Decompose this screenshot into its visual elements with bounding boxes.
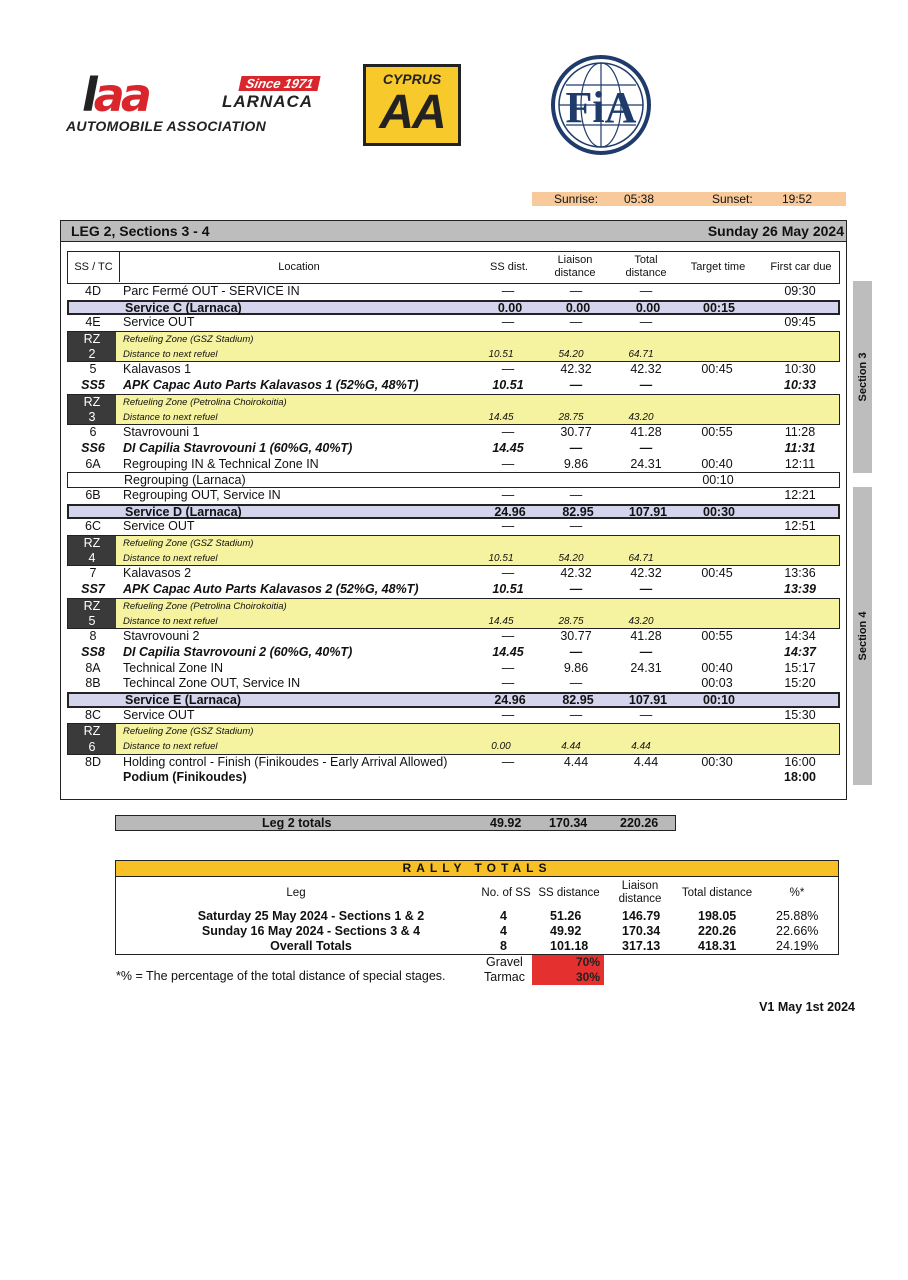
row-first-car: 14:37 (784, 644, 816, 659)
row-ss-dist: — (501, 519, 515, 534)
row-liaison: 30.77 (560, 425, 592, 440)
row-first-car: 10:30 (784, 362, 816, 377)
rally-col-pct: %* (789, 887, 805, 899)
row-code: 4E (85, 315, 101, 330)
row-code: SS5 (81, 378, 105, 393)
row-total: — (639, 315, 653, 330)
col-first-car: First car due (770, 261, 832, 273)
row-target-time: 00:45 (701, 566, 733, 581)
row-code: SS6 (81, 440, 105, 455)
row-ss-dist: — (501, 676, 515, 691)
itinerary-row (67, 284, 840, 300)
row-liaison: — (569, 487, 583, 502)
row-liaison: 4.44 (563, 754, 589, 769)
row-location: Kalavasos 2 (123, 566, 192, 581)
refuel-zone-code (68, 332, 116, 361)
row-total: 42.32 (630, 362, 662, 377)
refuel-zone-number: 6 (88, 739, 96, 754)
row-ss-dist: — (501, 425, 515, 440)
row-location: DI Capilia Stavrovouni 2 (60%G, 40%T) (123, 644, 353, 659)
refuel-liaison: 28.75 (558, 411, 584, 423)
row-total: 41.28 (630, 629, 662, 644)
refuel-zone-code (68, 599, 116, 628)
rally-row-leg: Overall Totals (270, 939, 352, 953)
refuel-zone-row (67, 394, 840, 425)
rally-row-ss-dist: 49.92 (550, 924, 582, 938)
row-first-car: 11:28 (784, 425, 816, 440)
rally-row-leg: Sunday 16 May 2024 - Sections 3 & 4 (201, 924, 421, 938)
refuel-zone-tag: RZ (83, 394, 101, 409)
row-target-time: 00:10 (703, 692, 735, 707)
row-location: APK Capac Auto Parts Kalavasos 2 (52%G, 48%T) (123, 582, 419, 597)
leg-totals-total: 220.26 (620, 816, 659, 830)
row-ss-dist: — (501, 487, 515, 502)
row-location: Stavrovouni 2 (123, 629, 200, 644)
row-liaison: 0.00 (565, 300, 591, 315)
row-ss-dist: — (501, 284, 515, 298)
fia-logo-text: FiA (565, 83, 637, 132)
sunset-time: 19:52 (782, 192, 813, 206)
laa-mark-text: laa (82, 68, 148, 122)
leg-totals-label: Leg 2 totals (262, 816, 332, 830)
refuel-zone-row (67, 535, 840, 566)
row-first-car: 13:39 (784, 582, 816, 597)
row-location: Service C (Larnaca) (125, 300, 242, 315)
row-ss-dist: — (501, 315, 515, 330)
rally-row-liaison: 170.34 (622, 924, 661, 938)
row-first-car: 14:34 (784, 629, 816, 644)
special-stage-row (67, 378, 840, 394)
row-first-car: 12:51 (784, 519, 816, 534)
section-4-tab (853, 487, 872, 785)
row-first-car: 18:00 (784, 770, 816, 785)
row-location: Service OUT (123, 315, 195, 330)
leg-date: Sunday 26 May 2024 (707, 223, 844, 239)
row-total: — (639, 582, 653, 597)
rally-row-ss-dist: 101.18 (550, 939, 589, 953)
row-location: Techincal Zone OUT, Service IN (123, 676, 301, 691)
refuel-ss-dist: 10.51 (488, 349, 514, 361)
row-code: 6B (85, 487, 101, 502)
special-stage-row (67, 582, 840, 598)
leg-schedule (60, 220, 847, 800)
refuel-zone-name: Refueling Zone (Petrolina Choirokoitia) (123, 600, 287, 612)
rally-col-total: Total distance (681, 887, 753, 899)
row-ss-dist: 24.96 (494, 692, 526, 707)
row-location: Technical Zone IN (123, 660, 224, 675)
refuel-liaison: 4.44 (561, 741, 581, 753)
special-stage-row (67, 441, 840, 457)
refuel-liaison: 28.75 (558, 615, 584, 627)
row-liaison: 9.86 (563, 660, 589, 675)
leg-totals-liaison: 170.34 (549, 816, 588, 830)
row-first-car: 16:00 (784, 754, 816, 769)
row-code: SS8 (81, 644, 105, 659)
row-location: DI Capilia Stavrovouni 1 (60%G, 40%T) (123, 440, 353, 455)
row-code: 4D (85, 284, 101, 298)
aa-big-text: AA (379, 86, 445, 139)
rally-row-total: 198.05 (698, 909, 737, 923)
row-code: 8D (85, 754, 101, 769)
row-liaison: 82.95 (562, 692, 594, 707)
row-liaison: 30.77 (560, 629, 592, 644)
row-ss-dist: 14.45 (492, 644, 524, 659)
itinerary-table (67, 251, 840, 786)
row-code: 8C (85, 707, 101, 722)
row-location: Stavrovouni 1 (123, 425, 200, 440)
row-target-time: 00:40 (701, 456, 733, 471)
row-ss-dist: — (501, 456, 515, 471)
rally-row-liaison: 146.79 (622, 909, 661, 923)
rally-row-leg: Saturday 25 May 2024 - Sections 1 & 2 (197, 909, 425, 923)
row-liaison: — (569, 644, 583, 659)
refuel-zone-code (68, 536, 116, 565)
row-target-time: 00:55 (701, 425, 733, 440)
row-ss-dist: — (501, 629, 515, 644)
refuel-distance-label: Distance to next refuel (123, 741, 218, 753)
itinerary-row (67, 676, 840, 692)
refuel-total: 43.20 (628, 615, 654, 627)
row-target-time: 00:40 (701, 660, 733, 675)
refuel-liaison: 54.20 (558, 553, 584, 565)
row-code: 6 (89, 425, 97, 440)
refuel-total: 4.44 (631, 741, 651, 753)
row-first-car: 12:11 (784, 456, 816, 471)
row-location: Regrouping (Larnaca) (124, 473, 246, 488)
rally-totals-title: RALLY TOTALS (116, 861, 838, 877)
itinerary-row (67, 457, 840, 473)
row-liaison: — (569, 707, 583, 722)
row-liaison: — (569, 378, 583, 393)
row-ss-dist: — (501, 566, 515, 581)
refuel-zone-number: 5 (88, 614, 96, 628)
row-code: 6C (85, 519, 101, 534)
row-target-time: 00:30 (701, 754, 733, 769)
row-ss-dist: 10.51 (492, 582, 524, 597)
row-first-car: 09:45 (784, 315, 816, 330)
row-first-car: 13:36 (784, 566, 816, 581)
refuel-ss-dist: 14.45 (488, 411, 514, 423)
leg-header (61, 221, 846, 242)
row-ss-dist: — (501, 754, 515, 769)
row-target-time: 00:15 (703, 300, 735, 315)
row-liaison: — (569, 284, 583, 298)
refuel-liaison: 54.20 (558, 349, 584, 361)
refuel-ss-dist: 14.45 (488, 615, 514, 627)
rally-col-no-ss: No. of SS (481, 887, 531, 899)
row-liaison: 82.95 (562, 504, 594, 519)
row-first-car: 10:33 (784, 378, 816, 393)
gravel-pct: 70% (532, 955, 604, 970)
col-ss-dist: SS dist. (490, 261, 528, 273)
col-liaison: Liaison distance (554, 254, 596, 279)
refuel-zone-name: Refueling Zone (GSZ Stadium) (123, 726, 254, 738)
col-total: Total distance (625, 254, 667, 279)
itinerary-rows (67, 284, 840, 786)
row-code: 7 (89, 566, 97, 581)
rally-row-total: 418.31 (698, 939, 737, 953)
refuel-total: 43.20 (628, 411, 654, 423)
fia-logo (526, 54, 676, 156)
row-location: Service OUT (123, 519, 195, 534)
refuel-zone-name: Refueling Zone (GSZ Stadium) (123, 334, 254, 346)
row-total: 24.31 (630, 456, 662, 471)
refuel-ss-dist: 10.51 (488, 553, 514, 565)
refuel-zone-row (67, 331, 840, 362)
row-ss-dist: 0.00 (497, 300, 523, 315)
refuel-zone-number: 4 (88, 551, 96, 566)
row-total: — (639, 644, 653, 659)
row-total: 41.28 (630, 425, 662, 440)
row-liaison: 9.86 (563, 456, 589, 471)
row-liaison: — (569, 676, 583, 691)
row-liaison: — (569, 519, 583, 534)
row-location: Podium (Finikoudes) (123, 770, 247, 785)
row-code: 8A (85, 660, 101, 675)
row-location: Parc Fermé OUT - SERVICE IN (123, 284, 300, 298)
refuel-zone-number: 2 (88, 347, 96, 362)
refuel-zone-code (68, 724, 116, 753)
row-target-time: 00:10 (702, 473, 734, 488)
row-location: Service OUT (123, 707, 195, 722)
rally-col-ss-dist: SS distance (538, 887, 600, 899)
laa-mark (82, 68, 148, 122)
service-row (67, 504, 840, 520)
rally-row-no-ss: 4 (500, 924, 507, 938)
leg-title: LEG 2, Sections 3 - 4 (71, 223, 210, 239)
row-target-time: 00:55 (701, 629, 733, 644)
row-location: Regrouping OUT, Service IN (123, 487, 281, 502)
row-first-car: 15:30 (784, 707, 816, 722)
col-target: Target time (690, 261, 746, 273)
itinerary-row (67, 708, 840, 724)
rally-row-no-ss: 4 (500, 909, 507, 923)
row-total: — (639, 440, 653, 455)
table-header (67, 251, 840, 284)
row-liaison: — (569, 440, 583, 455)
rally-totals-table (115, 860, 839, 955)
refuel-total: 64.71 (628, 553, 654, 565)
refuel-zone-name: Refueling Zone (Petrolina Choirokoitia) (123, 396, 287, 408)
laa-logo (64, 70, 320, 140)
row-total: 24.31 (630, 660, 662, 675)
row-code: 6A (85, 456, 101, 471)
row-total: 4.44 (633, 754, 659, 769)
row-location: Holding control - Finish (Finikoudes - Early Arrival Allowed) (123, 754, 448, 769)
itinerary-row (67, 566, 840, 582)
row-ss-dist: — (501, 660, 515, 675)
row-code: 5 (89, 362, 97, 377)
itinerary-row (67, 519, 840, 535)
leg-totals-ss: 49.92 (490, 816, 522, 830)
row-liaison: 42.32 (560, 362, 592, 377)
row-ss-dist: — (501, 707, 515, 722)
row-code: 8B (85, 676, 101, 691)
itinerary-row (67, 425, 840, 441)
itinerary-row (67, 755, 840, 771)
row-total: 0.00 (635, 300, 661, 315)
row-location: Service D (Larnaca) (125, 504, 242, 519)
row-liaison: — (569, 582, 583, 597)
row-first-car: 15:20 (784, 676, 816, 691)
row-target-time: 00:03 (701, 676, 733, 691)
rally-col-leg: Leg (286, 887, 306, 899)
sunrise-time: 05:38 (624, 192, 655, 206)
refuel-distance-label: Distance to next refuel (123, 553, 218, 565)
row-target-time: 00:45 (701, 362, 733, 377)
row-ss-dist: 24.96 (494, 504, 526, 519)
section-3-tab (853, 281, 872, 473)
refuel-zone-name: Refueling Zone (GSZ Stadium) (123, 538, 254, 550)
gravel-label: Gravel (486, 955, 523, 969)
row-total: 42.32 (630, 566, 662, 581)
row-location: APK Capac Auto Parts Kalavasos 1 (52%G, 48%T) (123, 378, 419, 393)
refuel-zone-code (68, 395, 116, 424)
row-ss-dist: — (501, 362, 515, 377)
sun-times-bar (532, 192, 846, 206)
refuel-zone-row (67, 723, 840, 754)
row-liaison: — (569, 315, 583, 330)
refuel-zone-tag: RZ (83, 332, 101, 347)
row-first-car: 12:21 (784, 487, 816, 502)
leg-totals-bar (115, 815, 676, 831)
itinerary-row (67, 315, 840, 331)
row-location: Regrouping IN & Technical Zone IN (123, 456, 319, 471)
sunset-label: Sunset: (712, 192, 753, 206)
sunrise-label: Sunrise: (554, 192, 599, 206)
row-liaison: 42.32 (560, 566, 592, 581)
laa-since: Since 1971 (238, 76, 320, 91)
rally-row-pct: 25.88% (776, 909, 819, 923)
row-first-car: 11:31 (784, 440, 816, 455)
refuel-zone-row (67, 598, 840, 629)
tarmac-label: Tarmac (484, 970, 525, 984)
refuel-zone-tag: RZ (83, 724, 101, 739)
row-total: 107.91 (628, 504, 668, 519)
refuel-zone-number: 3 (88, 410, 96, 425)
rally-col-liaison: Liaison distance (618, 880, 662, 905)
refuel-zone-tag: RZ (83, 598, 101, 613)
rally-row-ss-dist: 51.26 (550, 909, 582, 923)
row-code: 8 (89, 629, 97, 644)
row-total: — (639, 378, 653, 393)
laa-city: LARNACA (222, 92, 314, 111)
row-code: SS7 (81, 582, 105, 597)
aa-top-text: CYPRUS (382, 71, 442, 87)
row-total: 107.91 (628, 692, 668, 707)
itinerary-row (67, 661, 840, 677)
section-3-label: Section 3 (856, 352, 869, 402)
row-ss-dist: 10.51 (492, 378, 524, 393)
laa-subtitle: AUTOMOBILE ASSOCIATION (66, 118, 267, 134)
service-row (67, 692, 840, 708)
itinerary-row (67, 488, 840, 504)
refuel-total: 64.71 (628, 349, 654, 361)
row-target-time: 00:30 (703, 504, 735, 519)
itinerary-row (67, 770, 840, 786)
rally-row-total: 220.26 (698, 924, 737, 938)
row-location: Kalavasos 1 (123, 362, 192, 377)
refuel-distance-label: Distance to next refuel (123, 349, 218, 361)
row-ss-dist: 14.45 (492, 440, 524, 455)
tarmac-pct: 30% (532, 970, 604, 985)
cyprus-aa-logo (363, 64, 461, 146)
refuel-ss-dist: 0.00 (491, 741, 511, 753)
rally-row-liaison: 317.13 (622, 939, 661, 953)
special-stage-row (67, 645, 840, 661)
regroup-row (67, 472, 840, 488)
refuel-zone-tag: RZ (83, 536, 101, 551)
row-first-car: 09:30 (784, 284, 816, 298)
col-location: Location (278, 261, 320, 273)
itinerary-row (67, 629, 840, 645)
rally-row-pct: 22.66% (776, 924, 819, 938)
section-4-label: Section 4 (856, 611, 869, 661)
service-row (67, 300, 840, 316)
version-label: V1 May 1st 2024 (759, 1000, 855, 1014)
rally-row-pct: 24.19% (776, 939, 819, 953)
rally-row-no-ss: 8 (500, 939, 507, 953)
row-location: Service E (Larnaca) (125, 692, 242, 707)
row-total: — (639, 707, 653, 722)
itinerary-row (67, 362, 840, 378)
row-total: — (639, 284, 653, 298)
refuel-distance-label: Distance to next refuel (123, 411, 218, 423)
row-first-car: 15:17 (784, 660, 816, 675)
col-code: SS / TC (68, 252, 120, 282)
refuel-distance-label: Distance to next refuel (123, 615, 218, 627)
percentage-note: *% = The percentage of the total distance of special stages. (116, 969, 446, 983)
